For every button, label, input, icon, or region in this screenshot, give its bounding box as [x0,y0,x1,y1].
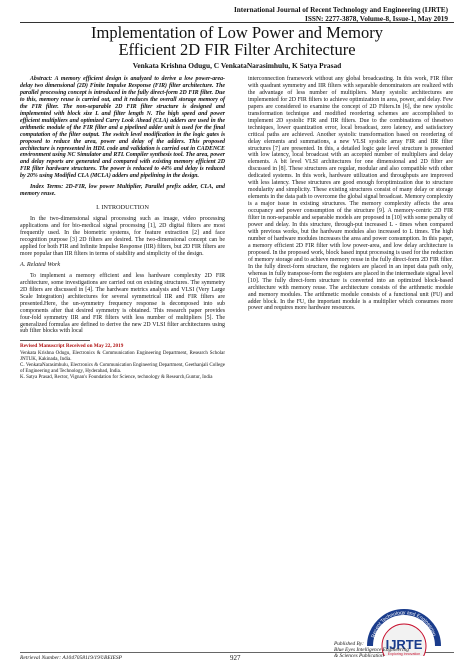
logo-tagline: Exploring Innovation [387,652,421,656]
footnote-rule [20,340,90,341]
publisher-block [334,641,409,660]
author-list: Venkata Krishna Odugu, C VenkataNarasimhulu, K Satya Prasad [132,61,342,70]
logo-wordmark: IJRTE [385,637,423,652]
retrieval-number: Retrieval Number: A1047058119/19©BEIESP [20,655,123,661]
publisher-name-1: Blue Eyes Intelligence Engineering [334,647,409,654]
page-number: 927 [230,654,241,662]
manuscript-received: Revised Manuscript Received on May 22, 2019 [20,343,124,350]
title-line-1: Implementation of Low Power and Memory [91,23,383,42]
author-affiliation-2: C. VenkataNarasimhulu, Electronics & Communication Engineering Department, Geethanjali College of Engineering and Technology, Hyderabad, India. [20,363,225,375]
right-column-paragraph: interconnection framework without any global broadcasting. In this work, FIR filter with quadrant symmetry and IIR filters with separable denominators are realized with the advantage of less number of multipliers. Many systolic architectures are implemented for 2D FIR filters to achieve optimization in area, power, and delay. Few papers are considered to examine the concept of 2D Filters.In [6], the new systolic transformation technique and modified reordering schemes are accomplished to implement 2D systolic FIR and IIR filters. Due to the combinations of thesetwo techniques, lower quantization error, local broadcast, zero latency, and satisfactory critical paths are achieved. Another systolic transformation based on reordering of delay elements and summations, a new VLSI systolic array FIR and IIR filter structures [7] are presented. In this, a detailed logic gate level structure is presented with low latency, local broadcast with an accepted number of multipliers and delay elements. A bit level VLSI architectures for one dimensional and 2D filter are discussed in [8]. These structures are regular, modular and also compatible with other dedicated systems. In this work, hardware utilization and throughputs are improved with less latency. These structures are good enough foroptimization due to structure modularity and simplicity. These existing structures consist of many delay or storage elements in the data path to overcome the global signal broadcast. Memory complexity is a major issue in existing structures. The memory complexity affects the area occupancy and power consumption of the structure [9]. A memory-centric 2D FIR filter in non-separable and separable models are proposed in [10] with some penalty of power and delay. In this structure, through-put increased L - times when compared with previous works, but the hardware modules also increased to L times. The high number of hardware modules increases the area and power consumption. In this paper, a memory efficient 2D FIR filter with low power-area, and low delay architecture is proposed. In the proposed work, block based input processing is used for the reduction of memory storage and to achieve memory reuse in the fully direct-form 2D FIR filter. In the fully direct-form structure, the registers are placed in an input data path only, whereas in fully transpose-form the registers are placed in the intermediate signal level [10]. The fully direct-form structure is converted into an optimized block-based architecture with memory reuse. The architecture consists of the arithmetic module and memory modules. The arithmetic module consists of a functional unit (FU) and adder block. In the FU, the important module is a multiplier which consumes more power and requires more hardware resources. [248,76,453,312]
logo-ring-text: Recent Technology and Engineering [370,609,437,639]
section-heading-introduction: I. INTRODUCTION [96,204,149,212]
published-by-label: Published By: [334,641,364,647]
left-column [20,76,225,381]
title-line-2: Efficient 2D FIR Filter Architecture [118,40,356,59]
author-affiliation-1: Venkata Krishna Odugu, Electronics & Communication Engineering Department, Research Scholar JNTUK, Kakinada, India. [20,351,225,363]
paper-title [20,24,454,58]
journal-header [234,6,448,23]
related-work-paragraph: To implement a memory efficient and less hardware complexity 2D FIR architecture, some investigations are carried out on existing structures. The symmetry 2D filters are discussed in [4]. The hardware metrics analysis and VLSI (Very Large Scale Integration) architectures for several symmetrical IIR and FIR filters are presented.Here, the un-symmetry frequency response is decomposed into sub components after that desired symmetry is obtained. This research paper provides four-fold symmetry IIR and FIR filters with less number of multipliers [5]. The generalized formulas are defined to derive the new 2D VLSI filter architectures using sub filter blocks with local [20,272,225,335]
publisher-name-2: & Sciences Publication [334,653,384,660]
abstract: Abstract: A memory efficient design is analyzed to derive a low power-area-delay two dimensional (2D) Finite Impulse Response (FIR) filter architecture. The parallel processing concept is introduced in the fully direct-form 2D FIR filter. Due to this, memory reuse is carried out, and it reduces the overall storage memory of the FIR filter. The non-separable 2D FIR filter structure is designed and implemented with block size L and filter length N. The high speed and power efficient multipliers and optimized Carry Look Ahead (CLA) adders are used in the arithmetic module of the FIR filter and a pipelined adder unit is used for the final computation of the filter output. The switch level modification in the logic gates is proposed to reduce the area, power and delay of the adders. This proposed architecture is represented in HDL code and validation is carried out in CADENCE environment using NC Simulator and RTL Compiler synthesis tool. The area, power and delay reports are generated and compared with existing memory efficient 2D FIR filter hardware structures. The power is reduced to 44% and delay is reduced by 20% using Modified CLA (MCLA) adders and pipelining in the design. [20,76,225,180]
subsection-heading-related-work: A. Related Work [20,260,61,268]
journal-issn: ISSN: 2277-3878, Volume-8, Issue-1, May 2019 [305,14,448,23]
right-column [248,76,453,314]
index-terms: Index Terms: 2D-FIR, low power Multiplier, Parallel prefix adder, CLA, and memory reuse. [20,184,225,198]
author-affiliation-3: K. Satya Prasad, Rector, Vignan's Foundation for Science, technology & Research,Guntur, India [20,374,213,380]
intro-paragraph: In the two-dimensional signal processing such as image, video processing applications and for bio-medical signal processing [1], 2D digital filters are most frequently used. In the biometric systems, for feature extraction [2] and face recognition purpose [3] 2D filters are desired. The two-dimensional concept can be applied for both FIR and Infinite Impulse Response (IIR) filters, but 2D FIR filters are more popular than IIR filters in terms of stability and simplicity of the design. [20,216,225,257]
journal-name: International Journal of Recent Technology and Engineering (IJRTE) [234,6,448,14]
